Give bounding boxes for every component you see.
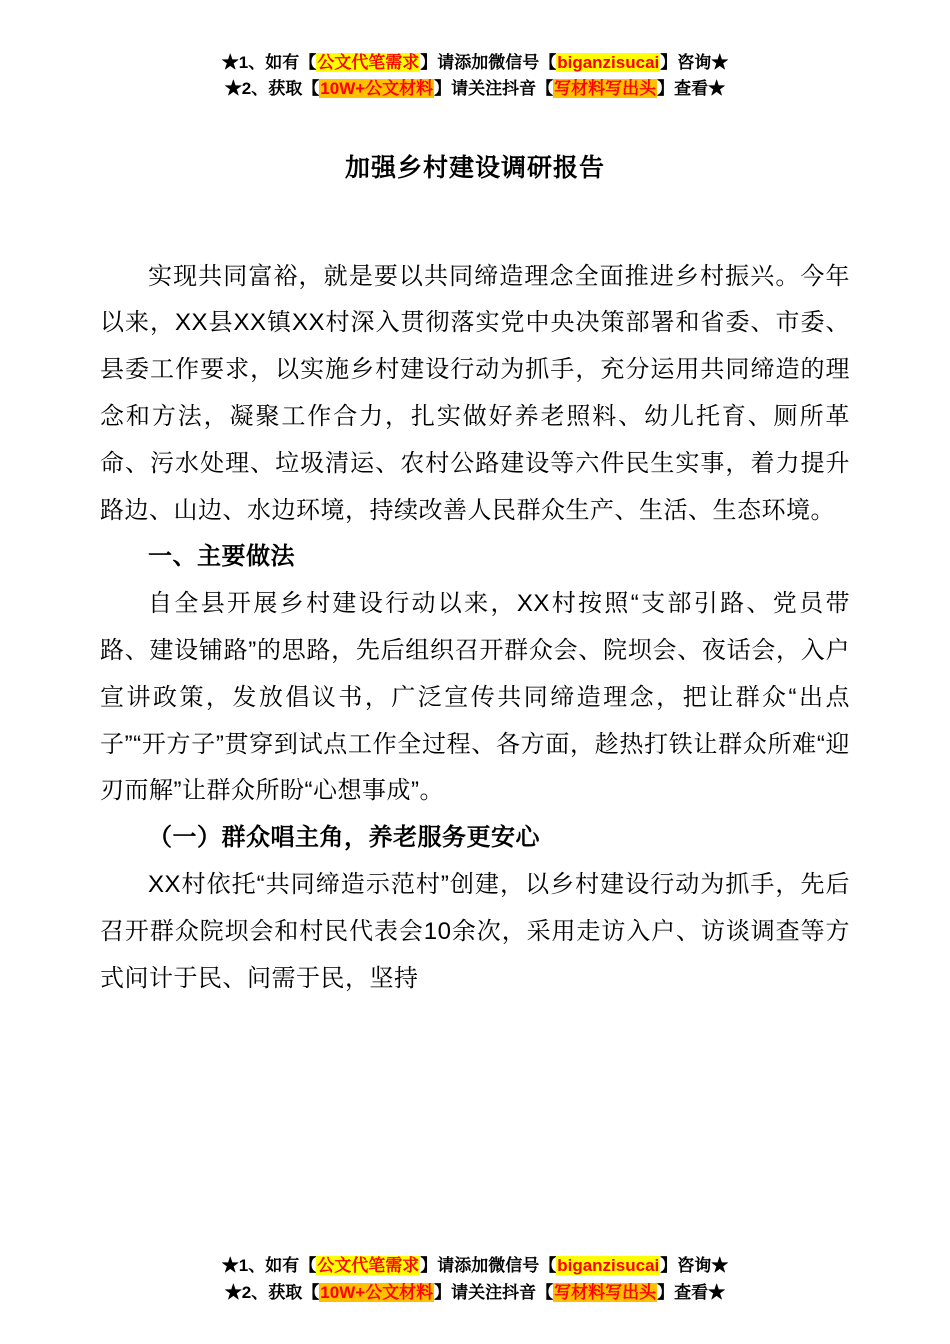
footer-line2-suffix: 】查看★ bbox=[657, 1282, 726, 1302]
header-line1-suffix: 】咨询★ bbox=[660, 53, 729, 72]
footer-line2-highlight-2: 写材料写出头 bbox=[554, 1282, 657, 1302]
footer-line2-highlight-1: 10W+公文材料 bbox=[320, 1282, 434, 1302]
paragraph-elderly-care: XX村依托“共同缔造示范村”创建，以乡村建设行动为抓手，先后召开群众院坝会和村民代表会10余次，采用走访入户、访谈调查等方式问计于民、问需于民，坚持 bbox=[100, 871, 850, 992]
header-line2-suffix: 】查看★ bbox=[657, 79, 726, 99]
footer-line1-mid: 】请添加微信号【 bbox=[420, 1256, 557, 1276]
header-line2-highlight-2: 写材料写出头 bbox=[554, 79, 657, 99]
header-line2-prefix: ★2、获取【 bbox=[224, 79, 320, 99]
footer-line2-prefix: ★2、获取【 bbox=[224, 1282, 320, 1302]
header-line1-prefix: ★1、如有【 bbox=[221, 53, 317, 72]
header-line1-highlight-1: 公文代笔需求 bbox=[317, 53, 420, 72]
section-heading-1: 一、主要做法 bbox=[148, 543, 295, 571]
header-line1-mid: 】请添加微信号【 bbox=[420, 53, 557, 72]
paragraph-main-approach: 自全县开展乡村建设行动以来，XX村按照“支部引路、党员带路、建设铺路”的思路，先后组织召开群众会、院坝会、夜话会，入户宣讲政策，发放倡议书，广泛宣传共同缔造理念，把让群众“出点子”“开方子”贯穿到试点工作全过程、各方面，趁热打铁让群众所难“迎刃而解”让群众所盼“心想事成”。 bbox=[100, 590, 850, 805]
footer-line1-suffix: 】咨询★ bbox=[660, 1256, 729, 1276]
paragraph-intro: 实现共同富裕，就是要以共同缔造理念全面推进乡村振兴。今年以来，XX县XX镇XX村深入贯彻落实党中央决策部署和省委、市委、县委工作要求，以实施乡村建设行动为抓手，充分运用共同缔造的理念和方法，凝聚工作合力，扎实做好养老照料、幼儿托育、厕所革命、污水处理、垃圾清运、农村公路建设等六件民生实事，着力提升路边、山边、水边环境，持续改善人民群众生产、生活、生态环境。 bbox=[100, 262, 850, 524]
header-banner-line-2 bbox=[100, 76, 850, 102]
footer-line1-highlight-1: 公文代笔需求 bbox=[317, 1256, 420, 1276]
footer-line1-highlight-2: biganzisucai bbox=[557, 1256, 660, 1276]
header-line2-highlight-1: 10W+公文材料 bbox=[320, 79, 434, 99]
header-line1-highlight-2: biganzisucai bbox=[557, 53, 660, 72]
header-banner-line-1 bbox=[100, 50, 850, 76]
page-title: 加强乡村建设调研报告 bbox=[344, 153, 605, 182]
footer-banner-line-2 bbox=[0, 1280, 950, 1306]
footer-banner-line-1 bbox=[0, 1253, 950, 1279]
footer-promo-banner bbox=[0, 1253, 950, 1306]
footer-line1-prefix: ★1、如有【 bbox=[221, 1256, 317, 1276]
header-promo-banner bbox=[100, 50, 850, 103]
header-line2-mid: 】请关注抖音【 bbox=[434, 79, 554, 99]
document-body bbox=[100, 254, 850, 1003]
section-heading-1-1: （一）群众唱主角，养老服务更安心 bbox=[148, 824, 540, 852]
footer-line2-mid: 】请关注抖音【 bbox=[434, 1282, 554, 1302]
